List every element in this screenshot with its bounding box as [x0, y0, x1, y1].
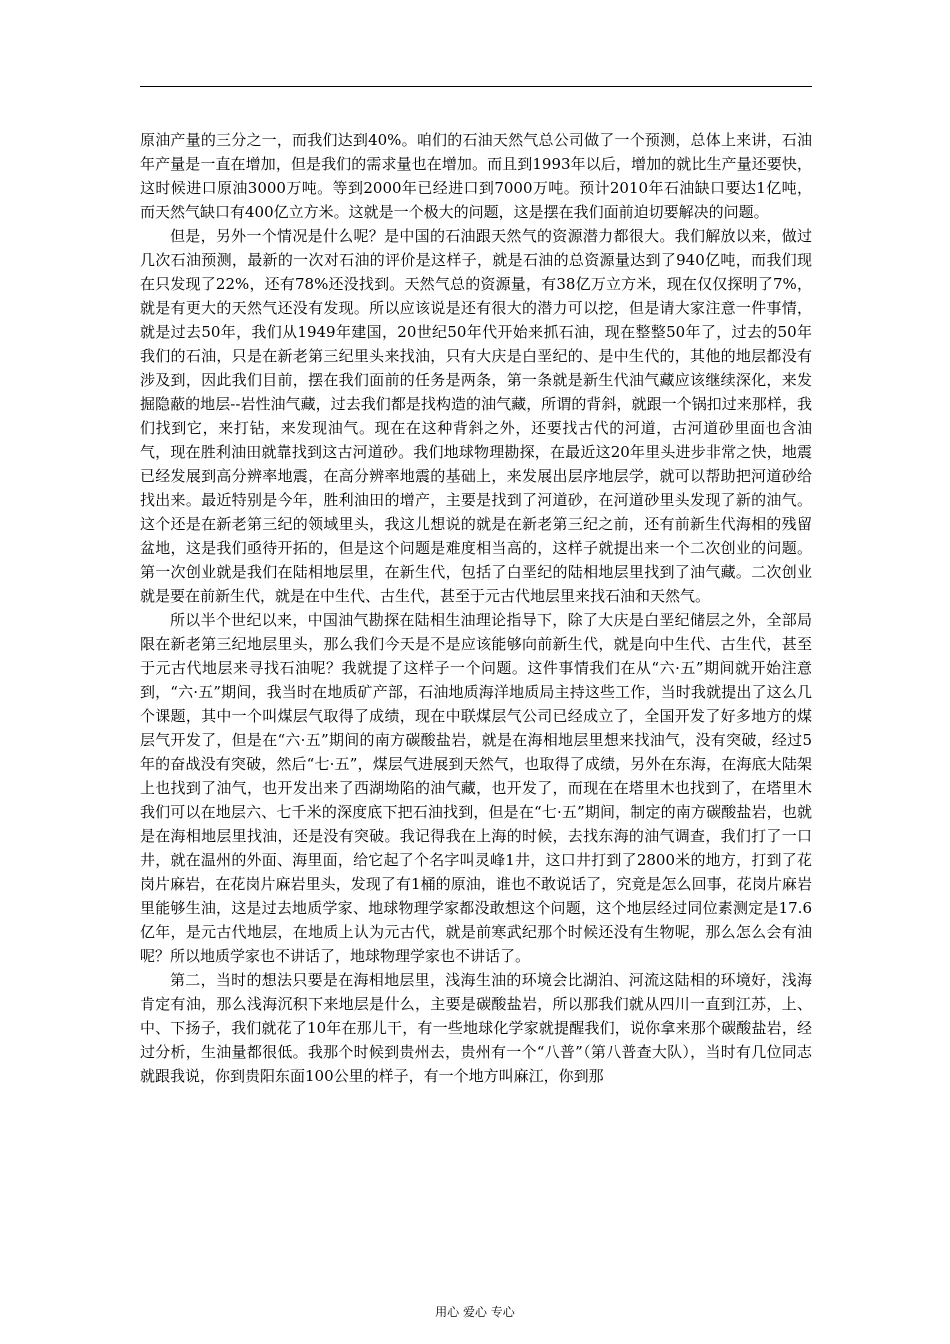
paragraph: 第二，当时的想法只要是在海相地层里，浅海生油的环境会比湖泊、河流这陆相的环境好，浅海肯定有油，那么浅海沉积下来地层是什么，主要是碳酸盐岩，所以那我们就从四川一直到江苏，上、中、下扬子，我们就花了10年在那儿干，有一些地球化学家就提醒我们，说你拿来那个碳酸盐岩，经过分析，生油量都很低。我那个时候到贵州去，贵州有一个“八普”（第八普查大队），当时有几位同志就跟我说，你到贵阳东面100公里的样子，有一个地方叫麻江，你到那 — [140, 971, 812, 1085]
paragraph: 原油产量的三分之一，而我们达到40%。咱们的石油天然气总公司做了一个预测，总体上来讲，石油年产量是一直在增加，但是我们的需求量也在增加。而且到1993年以后，增加的就比生产量还要快，这时候进口原油3000万吨。等到2000年已经进口到7000万吨。预计2010年石油缺口要达1亿吨，而天然气缺口有400亿立方米。这就是一个极大的问题，这是摆在我们面前迫切要解决的问题。 — [140, 131, 812, 221]
paragraph: 但是，另外一个情况是什么呢？是中国的石油跟天然气的资源潜力都很大。我们解放以来，做过几次石油预测，最新的一次对石油的评价是这样子，就是石油的总资源量达到了940亿吨，而我们现在只发现了22%，还有78%还没找到。天然气总的资源量，有38亿万立方米，现在仅仅探明了7%，就是有更大的天然气还没有发现。所以应该说是还有很大的潜力可以挖，但是请大家注意一件事情，就是过去50年，我们从1949年建国，20世纪50年代开始来抓石油，现在整整50年了，过去的50年我们的石油，只是在新老第三纪里头来找油，只有大庆是白垩纪的、是中生代的，其他的地层都没有涉及到，因此我们目前，摆在我们面前的任务是两条，第一条就是新生代油气藏应该继续深化，来发掘隐蔽的地层--岩性油气藏，过去我们都是找构造的油气藏，所谓的背斜，就跟一个锅扣过来那样，我们找到它，来打钻，来发现油气。现在在这种背斜之外，还要找古代的河道，古河道砂里面也含油气，现在胜利油田就靠找到这古河道砂。我们地球物理勘探，在最近这20年里头进步非常之快，地震已经发展到高分辨率地震，在高分辨率地震的基础上，来发展出层序地层学，就可以帮助把河道砂给找出来。最近特别是今年，胜利油田的增产，主要是找到了河道砂，在河道砂里头发现了新的油气。这个还是在新老第三纪的领域里头，我这儿想说的就是在新老第三纪之前，还有前新生代海相的残留盆地，这是我们亟待开拓的，但是这个问题是难度相当高的，这样子就提出来一个二次创业的问题。第一次创业就是我们在陆相地层里，在新生代，包括了白垩纪的陆相地层里找到了油气藏。二次创业就是要在前新生代，就是在中生代、古生代，甚至于元古代地层里来找石油和天然气。 — [140, 227, 812, 605]
paragraph: 所以半个世纪以来，中国油气勘探在陆相生油理论指导下，除了大庆是白垩纪储层之外，全部局限在新老第三纪地层里头，那么我们今天是不是应该能够向前新生代，就是向中生代、古生代，甚至于元古代地层来寻找石油呢？我就提了这样子一个问题。这件事情我们在从“六·五”期间就开始注意到，“六·五”期间，我当时在地质矿产部，石油地质海洋地质局主持这些工作，当时我就提出了这么几个课题，其中一个叫煤层气取得了成绩，现在中联煤层气公司已经成立了，全国开发了好多地方的煤层气开发了，但是在“六·五”期间的南方碳酸盐岩，就是在海相地层里想来找油气，没有突破，经过5年的奋战没有突破，然后“七·五”，煤层气进展到天然气，也取得了成绩，另外在东海，在海底大陆架上也找到了油气，也开发出来了西湖坳陷的油气藏，也开发了，而现在在塔里木也找到了，在塔里木我们可以在地层六、七千米的深度底下把石油找到，但是在“七·五”期间，制定的南方碳酸盐岩，也就是在海相地层里找油，还是没有突破。我记得我在上海的时候，去找东海的油气调查，我们打了一口井，就在温州的外面、海里面，给它起了个名字叫灵峰1井，这口井打到了2800米的地方，打到了花岗片麻岩，在花岗片麻岩里头，发现了有1桶的原油，谁也不敢说话了，究竟是怎么回事，花岗片麻岩里能够生油，这是过去地质学家、地球物理学家都没敢想这个问题，这个地层经过同位素测定是17.6亿年，是元古代地层，在地质上认为元古代，就是前寒武纪那个时候还没有生物呢，那么怎么会有油呢？所以地质学家也不讲话了，地球物理学家也不讲话了。 — [140, 611, 812, 965]
page-footer: 用心 爱心 专心 — [435, 1305, 515, 1319]
document-body — [140, 128, 812, 1088]
header-rule — [140, 86, 812, 87]
